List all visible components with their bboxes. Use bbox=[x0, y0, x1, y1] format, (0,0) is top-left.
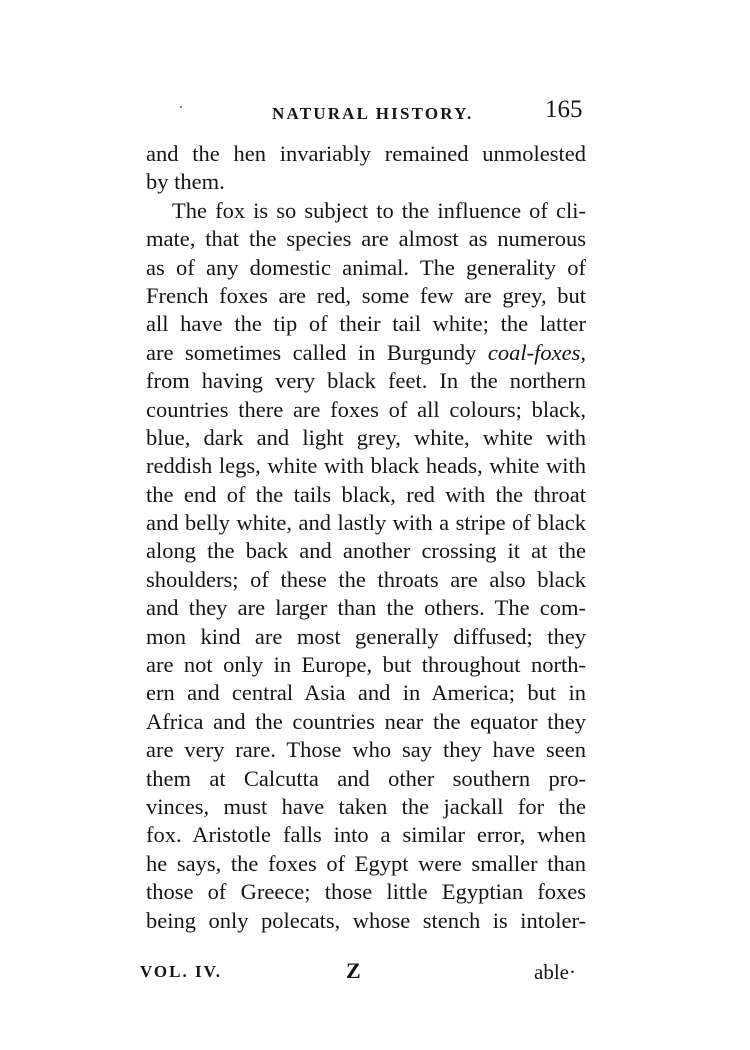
text-line-18: mon kind are most generally diffused; they bbox=[146, 623, 586, 649]
text-line-24: vinces, must have taken the jackall for the bbox=[146, 793, 586, 819]
volume-signature: VOL. IV. bbox=[140, 962, 222, 981]
print-speck bbox=[180, 106, 182, 108]
text-line-21: Africa and the countries near the equator they bbox=[146, 708, 586, 734]
text-line-4: mate, that the species are almost as numerous bbox=[146, 226, 586, 252]
italic-phrase: coal-foxes, bbox=[487, 339, 586, 365]
text-line-17: and they are larger than the others. The com- bbox=[146, 595, 586, 621]
running-head: NATURAL HISTORY. bbox=[272, 104, 474, 123]
text-line-13: the end of the tails black, red with the throat bbox=[146, 481, 586, 507]
text-line-20: ern and central Asia and in America; but in bbox=[146, 680, 586, 706]
text-line-5: as of any domestic animal. The generality of bbox=[146, 254, 586, 280]
text-line-28: being only polecats, whose stench is intoler- bbox=[146, 907, 586, 933]
text-line-27: those of Greece; those little Egyptian foxes bbox=[146, 879, 586, 905]
page-number: 165 bbox=[545, 96, 583, 123]
text-line-8 bbox=[146, 339, 586, 367]
text-line-1: and the hen invariably remained unmolested bbox=[146, 141, 586, 166]
text-line-7: all have the tip of their tail white; the latter bbox=[146, 311, 586, 337]
text-line-25: fox. Aristotle falls into a similar error, when bbox=[146, 822, 586, 848]
text-line-6: French foxes are red, some few are grey, but bbox=[146, 282, 586, 308]
text-line-11: blue, dark and light grey, white, white with bbox=[146, 424, 586, 450]
text-line-26: he says, the foxes of Egypt were smaller than bbox=[146, 850, 586, 876]
text-line-19: are not only in Europe, but throughout north- bbox=[146, 652, 586, 678]
text-line-15: along the back and another crossing it at the bbox=[146, 538, 586, 564]
page-footer bbox=[0, 960, 750, 992]
catchword: able· bbox=[534, 960, 576, 984]
text-line-9: from having very black feet. In the northern bbox=[146, 368, 586, 394]
text-line-2: by them. bbox=[146, 169, 225, 195]
text-line-12: reddish legs, white with black heads, white with bbox=[146, 453, 586, 479]
signature-mark: Z bbox=[346, 958, 361, 983]
text-line-8-roman: are sometimes called in Burgundy bbox=[146, 339, 488, 365]
text-line-14: and belly white, and lastly with a stripe of black bbox=[146, 510, 586, 536]
text-line-23: them at Calcutta and other southern pro- bbox=[146, 765, 586, 791]
text-line-22: are very rare. Those who say they have seen bbox=[146, 737, 586, 763]
body-text bbox=[146, 140, 586, 935]
text-line-10: countries there are foxes of all colours; black, bbox=[146, 396, 586, 422]
text-line-3: The fox is so subject to the influence of cli- bbox=[172, 197, 586, 223]
text-line-16: shoulders; of these the throats are also black bbox=[146, 566, 586, 592]
